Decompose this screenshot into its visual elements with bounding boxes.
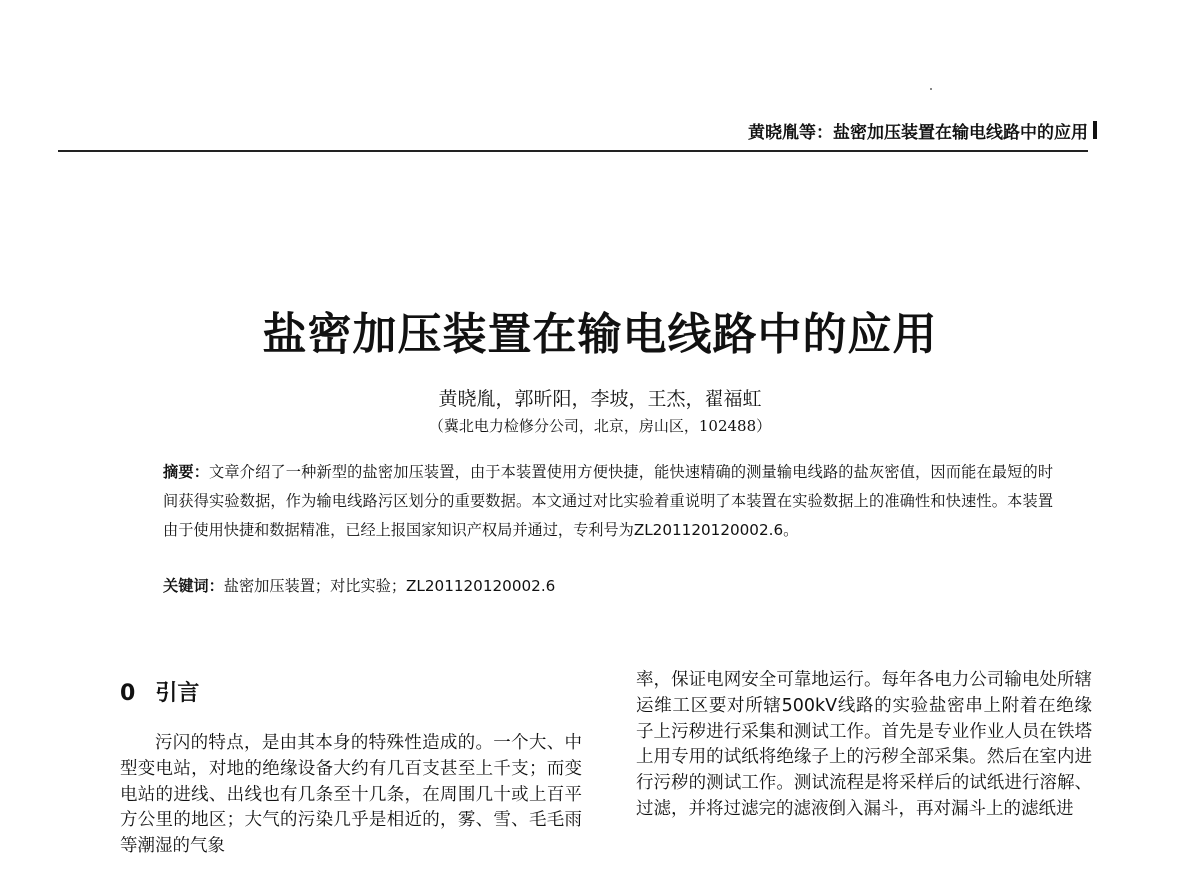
article-title: 盐密加压装置在输电线路中的应用	[262, 309, 938, 360]
abstract	[163, 458, 1053, 545]
article-authors: 黄晓胤，郭昕阳，李坡，王杰，翟福虹	[438, 388, 762, 410]
header-marker-bar	[1093, 121, 1097, 139]
body-paragraph-right: 率，保证电网安全可靠地运行。每年各电力公司输电处所辖运维工区要对所辖500kV线路的实验盐密串上附着在绝缘子上污秽进行采集和测试工作。首先是专业作业人员在铁塔上用专用的试纸将绝缘子上的污秽全部采集。然后在室内进行污秽的测试工作。测试流程是将采样后的试纸进行溶解、过滤，并将过滤完的滤液倒入漏斗，再对漏斗上的滤纸进	[636, 670, 1092, 819]
keywords	[163, 574, 1053, 598]
abstract-label: 摘要：	[163, 463, 210, 481]
article-affiliation: （冀北电力检修分公司，北京，房山区，102488）	[428, 417, 772, 435]
abstract-text: 文章介绍了一种新型的盐密加压装置，由于本装置使用方便快捷，能快速精确的测量输电线路的盐灰密值，因而能在最短的时间获得实验数据，作为输电线路污区划分的重要数据。本文通过对比实验着重说明了本装置在实验数据上的准确性和快速性。本装置由于使用快捷和数据精准，已经上报国家知识产权局并通过，专利号为ZL201120120002.6。	[163, 463, 1054, 539]
body-paragraph-left: 污闪的特点，是由其本身的特殊性造成的。一个大、中型变电站，对地的绝缘设备大约有几百支甚至上千支；而变电站的进线、出线也有几条至十几条，在周围几十或上百平方公里的地区；大气的污染几乎是相近的，雾、雪、毛毛雨等潮湿的气象	[120, 733, 582, 857]
section-number: 0	[120, 681, 136, 706]
keywords-text: 盐密加压装置；对比实验；ZL201120120002.6	[223, 577, 556, 595]
header-rule	[58, 150, 1088, 152]
scan-artifact-dot	[930, 88, 932, 90]
running-header: 黄晓胤等：盐密加压装置在输电线路中的应用	[748, 123, 1088, 143]
section-title: 引言	[155, 681, 200, 706]
body-column-left	[120, 731, 582, 860]
keywords-label: 关键词：	[163, 577, 224, 595]
body-column-right	[636, 668, 1092, 823]
section-heading	[120, 676, 199, 707]
